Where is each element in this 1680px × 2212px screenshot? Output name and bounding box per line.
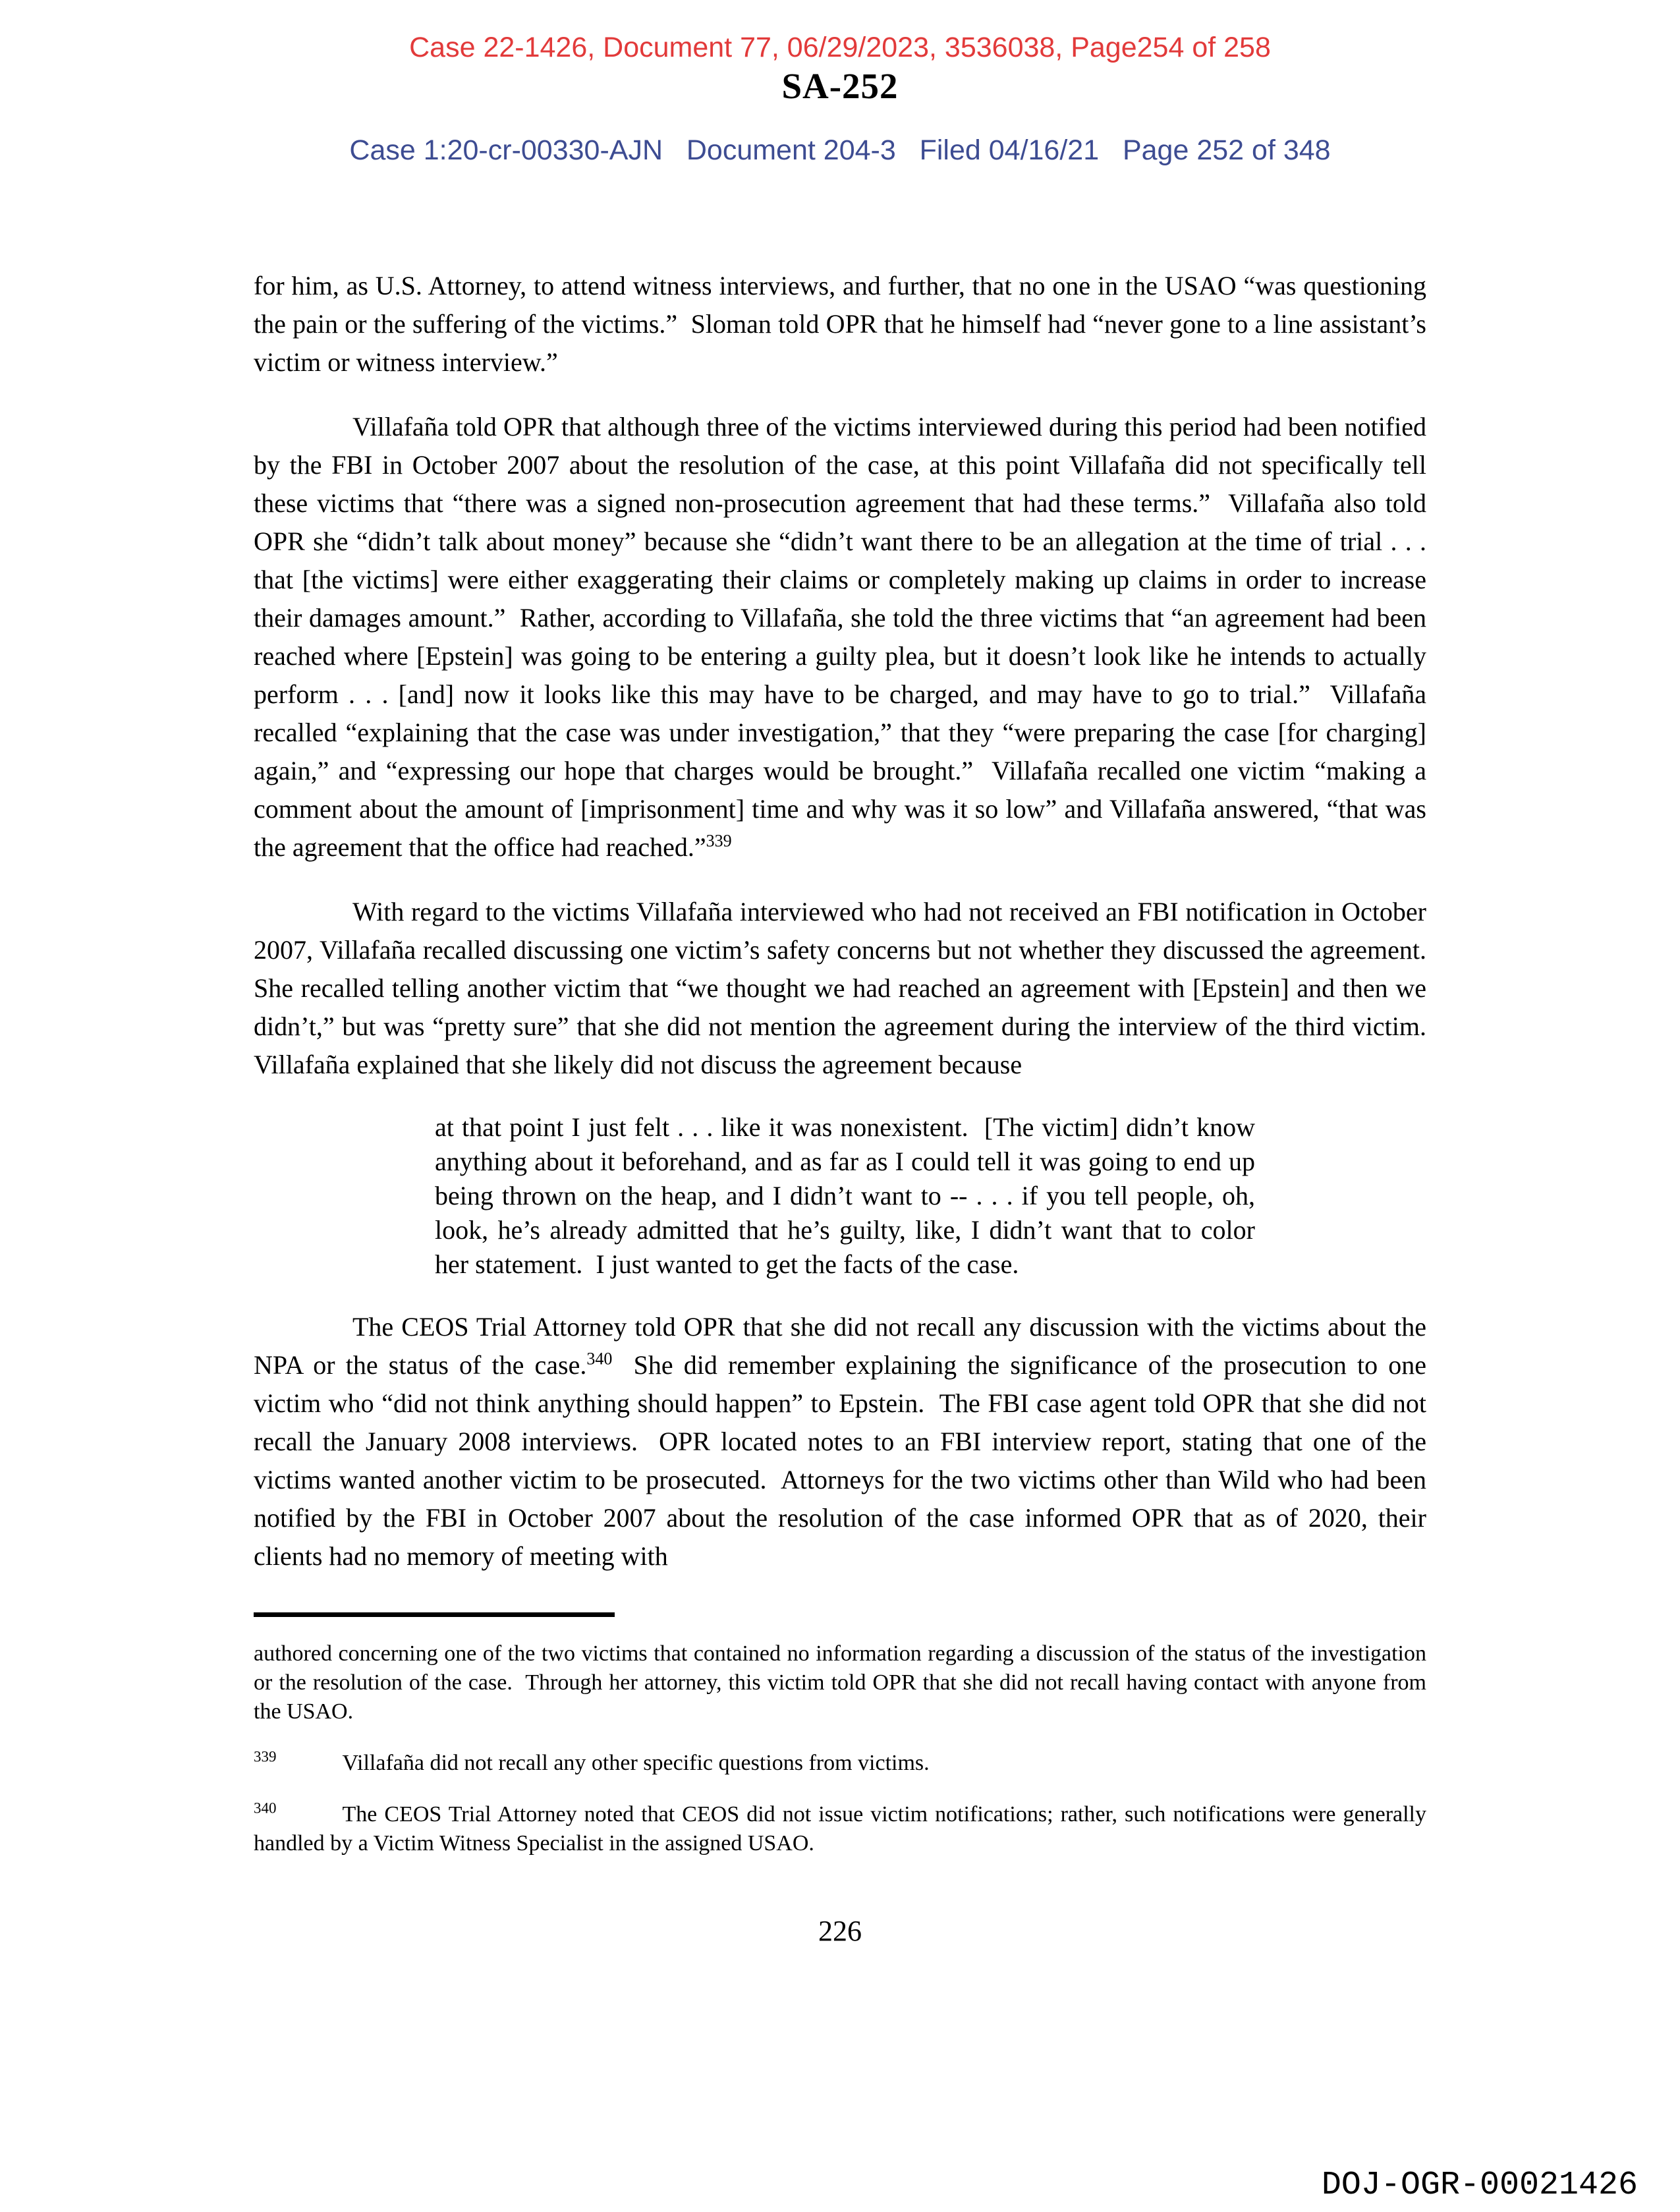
footnote-text: The CEOS Trial Attorney noted that CEOS did not issue victim notifications; rather, such notifications were generally handled by a Victim Witness Specialist in the assigned USAO.	[254, 1802, 1432, 1856]
footnote-339	[254, 1749, 1426, 1778]
district-case-header: Case 1:20-cr-00330-AJN Document 204-3 Filed 04/16/21 Page 252 of 348	[349, 134, 1331, 166]
document-body	[254, 267, 1440, 1858]
footnote-section	[254, 1639, 1432, 1858]
body-paragraph-2	[254, 408, 1433, 866]
body-paragraph-3	[254, 893, 1440, 1084]
bates-number: DOJ-OGR-00021426	[1321, 2167, 1638, 2204]
block-quote: at that point I just felt . . . like it was nonexistent. [The victim] didn’t know anything about it beforehand, and as far as I could tell it was going to end up being thrown on the heap, and I didn’t want to -- . . . if you tell people, oh, look, he’s already admitted that he’s guilty, like, I didn’t want that to color her statement. I just wanted to get the facts of the case.	[435, 1112, 1262, 1279]
paragraph-text: The CEOS Trial Attorney told OPR that she did not recall any discussion with the victims about the NPA or the status of the case.	[254, 1312, 1433, 1380]
footnote-ref-339: 339	[706, 831, 732, 851]
footnote-number: 339	[254, 1748, 277, 1765]
body-paragraph-4	[254, 1308, 1433, 1575]
paragraph-text: Villafaña told OPR that although three of the victims interviewed during this period had been notified by the FBI in October 2007 about the resolution of the case, at this point Villafaña did not specifically tell these victims that “there was a signed non-prosecution agreement that had these terms.” Villafaña also told OPR she “didn’t talk about money” because she “didn’t want there to be an allegation at the time of trial . . . that [the victims] were either exaggerating their claims or completely making up claims in order to increase their damages amount.” Rather, according to Villafaña, she told the three victims that “an agreement had been reached where [Epstein] was going to be entering a guilty plea, but it doesn’t look like he intends to actually perform . . . [and] now it looks like this may have to be charged, and may have to go to trial.” Villafaña recalled “explaining that the case was under investigation,” that they “were preparing the case [for charging] again,” and “expressing our hope that charges would be brought.” Villafaña recalled one victim “making a comment about the amount of [imprisonment] time and why was it so low” and Villafaña answered, “that was the agreement that the office had reached.”	[254, 412, 1433, 862]
page-number: 226	[818, 1915, 862, 1947]
footnote-number: 340	[254, 1800, 277, 1817]
appellate-case-header: Case 22-1426, Document 77, 06/29/2023, 3536038, Page254 of 258	[409, 32, 1271, 63]
footnote-continuation: authored concerning one of the two victims that contained no information regarding a discussion of the status of the investigation or the resolution of the case. Through her attorney, this victim told OPR that she did not recall having contact with anyone from the USAO.	[254, 1641, 1432, 1724]
footnote-text: Villafaña did not recall any other specific questions from victims.	[342, 1751, 930, 1775]
paragraph-text: She did remember explaining the significance of the prosecution to one victim who “did not think anything should happen” to Epstein. The FBI case agent told OPR that she did not recall the January 2008 interviews. OPR located notes to an FBI interview report, stating that one of the victims wanted another victim to be prosecuted. Attorneys for the two victims other than Wild who had been notified by the FBI in October 2007 about the resolution of the case informed OPR that as of 2020, their clients had no memory of meeting with	[254, 1350, 1433, 1571]
footnote-separator	[254, 1612, 615, 1617]
paragraph-text: for him, as U.S. Attorney, to attend witness interviews, and further, that no one in the USAO “was questioning the pain or the suffering of the victims.” Sloman told OPR that he himself had “never gone to a line assistant’s victim or witness interview.”	[254, 271, 1433, 377]
paragraph-text: With regard to the victims Villafaña interviewed who had not received an FBI notification in October 2007, Villafaña recalled discussing one victim’s safety concerns but not whether they discussed the agreement. She recalled telling another victim that “we thought we had reached an agreement with [Epstein] and then we didn’t,” but was “pretty sure” that she did not mention the agreement during the interview of the third victim. Villafaña explained that she likely did not discuss the agreement because	[254, 897, 1440, 1079]
footnote-340	[254, 1800, 1432, 1858]
body-paragraph-1	[254, 267, 1433, 382]
footnote-ref-340: 340	[586, 1349, 613, 1369]
appendix-page-label: SA-252	[781, 66, 899, 106]
